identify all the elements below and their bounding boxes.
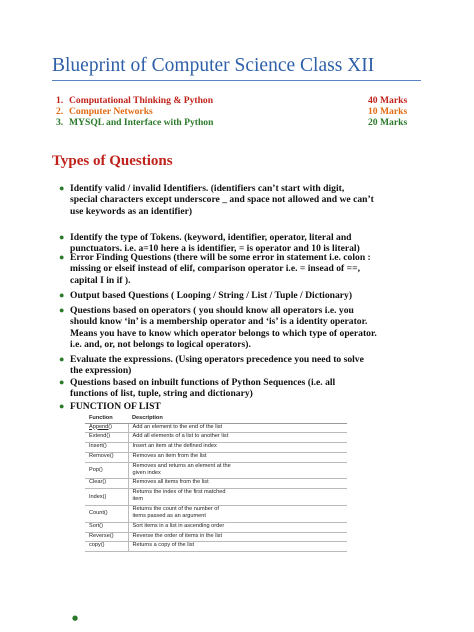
table-row [85,542,347,552]
bullet-dot-icon: ● [59,290,65,300]
function-name-cell: Remove() [85,452,128,462]
description-line: Reverse the order of items in the list [132,532,223,539]
description-line: Returns the count of the number of [132,506,219,513]
bullet-dot-icon: ● [59,377,65,387]
table-row [85,443,347,453]
bullet-item [59,377,420,400]
function-description-cell [128,423,347,433]
bullet-line: the expression) [70,365,132,377]
table-row [85,452,347,462]
table-row [85,506,347,523]
function-name-cell: Reverse() [85,532,128,542]
function-description-cell [128,506,347,523]
description-line: Add all elements of a list to another list [132,433,229,440]
function-name-cell: Append() [85,423,128,433]
bullet-line: Means you have to know which operator belongs to which type of operator. [70,327,377,339]
section-heading: Types of Questions [52,153,173,169]
bullet-dot-icon: ● [72,614,79,622]
bullet-line: use keywords as an identifier) [70,205,193,217]
description-line: Removes all items from the list [132,479,209,486]
function-description-cell [128,479,347,489]
table-row [85,489,347,506]
bullet-dot-icon: ● [59,232,65,242]
function-name-cell: Clear() [85,479,128,489]
description-line: Removes an item from the list [132,452,207,459]
title-underline [52,80,421,81]
marks-distribution-list [56,95,416,128]
description-line: given index [132,469,161,476]
marks-item-topic: Computer Networks [69,106,153,117]
function-description-cell [128,532,347,542]
table-header-row [85,413,347,423]
description-line: Returns the index of the first matched [132,489,226,496]
marks-item-value: 10 Marks [368,106,408,117]
bullet-line: Questions based on inbuilt functions of Python Sequences (i.e. all [70,377,336,388]
bullet-dot-icon: ● [59,354,65,364]
marks-item-topic: Computational Thinking & Python [69,95,214,106]
bullet-line: capital I in if ). [70,274,131,286]
bullet-item [59,290,420,301]
marks-item-number: 2. [56,106,64,117]
bullet-item [59,183,420,217]
function-name-cell: Insert() [85,443,128,453]
function-description-cell [128,542,347,552]
table-row [85,532,347,542]
function-name-cell: copy() [85,542,128,552]
bullet-line: i.e. and, or, not belongs to logical operators). [70,339,251,351]
function-name-cell: Extend() [85,433,128,443]
function-description-cell [128,462,347,479]
bullet-line: Questions based on operators ( you should know all operators i.e. you [70,305,354,316]
list-functions-table [85,413,347,552]
function-description-cell [128,489,347,506]
bullet-line: special characters except underscore _ and space not allowed and we can’t [70,194,374,206]
bullet-item [59,354,420,377]
description-line: Removes and returns an element at the [132,462,231,469]
description-line: items passed as an argument [132,513,206,520]
marks-item-number: 3. [56,117,64,128]
function-description-cell [128,433,347,443]
marks-item-number: 1. [56,95,64,106]
marks-item [56,106,416,117]
bullet-item [59,252,420,286]
function-description-cell [128,443,347,453]
bullet-line: functions of list, tuple, string and dictionary) [70,388,253,400]
description-line: Returns a copy of the list [132,542,195,549]
bullet-item [59,401,420,412]
bullet-line: Identify valid / invalid Identifiers. (identifiers can’t start with digit, [70,183,345,194]
column-header-description: Description [128,413,347,423]
description-line: item [132,496,144,503]
marks-item-topic: MYSQL and Interface with Python [69,117,214,128]
table-row [85,423,347,433]
bullet-line: Identify the type of Tokens. (keyword, identifier, operator, literal and [70,232,352,243]
document-title: Blueprint of Computer Science Class XII [52,55,375,76]
bullet-item [59,305,420,351]
bullet-line: should know ‘in’ is a membership operator and ‘is’ is a identity operator. [70,316,368,328]
marks-item-value: 20 Marks [368,117,408,128]
bullet-line: Output based Questions ( Looping / String / List / Tuple / Dictionary) [70,290,353,301]
function-name-cell: Index() [85,489,128,506]
bullet-dot-icon: ● [59,183,65,193]
bullet-dot-icon: ● [59,401,65,411]
marks-item [56,95,416,106]
bullet-line: Error Finding Questions (there will be some error in statement i.e. colon : [70,252,371,263]
function-description-cell [128,522,347,532]
bullet-line: missing or elseif instead of elif, comparison operator i.e. = insead of ==, [70,263,360,275]
marks-item [56,117,416,128]
description-line: Sort items in a list in ascending order [132,522,225,529]
bullet-line: FUNCTION OF LIST [70,401,161,412]
function-name-cell: Pop() [85,462,128,479]
bullet-line: punctuators. i.e. a=10 here a is identifier, = is operator and 10 is literal) [70,243,360,255]
column-header-function: Function [85,413,128,423]
bullet-dot-icon: ● [59,305,65,315]
description-line: Add an element to the end of the list [132,423,223,430]
table-row [85,479,347,489]
function-name-cell: Sort() [85,522,128,532]
function-description-cell [128,452,347,462]
table-row [85,433,347,443]
table-row [85,522,347,532]
function-name-cell: Count() [85,506,128,523]
bullet-line: Evaluate the expressions. (Using operators precedence you need to solve [70,354,364,365]
description-line: Insert an item at the defined index [132,443,217,450]
bullet-dot-icon: ● [59,252,65,262]
marks-item-value: 40 Marks [368,95,408,106]
table-row [85,462,347,479]
